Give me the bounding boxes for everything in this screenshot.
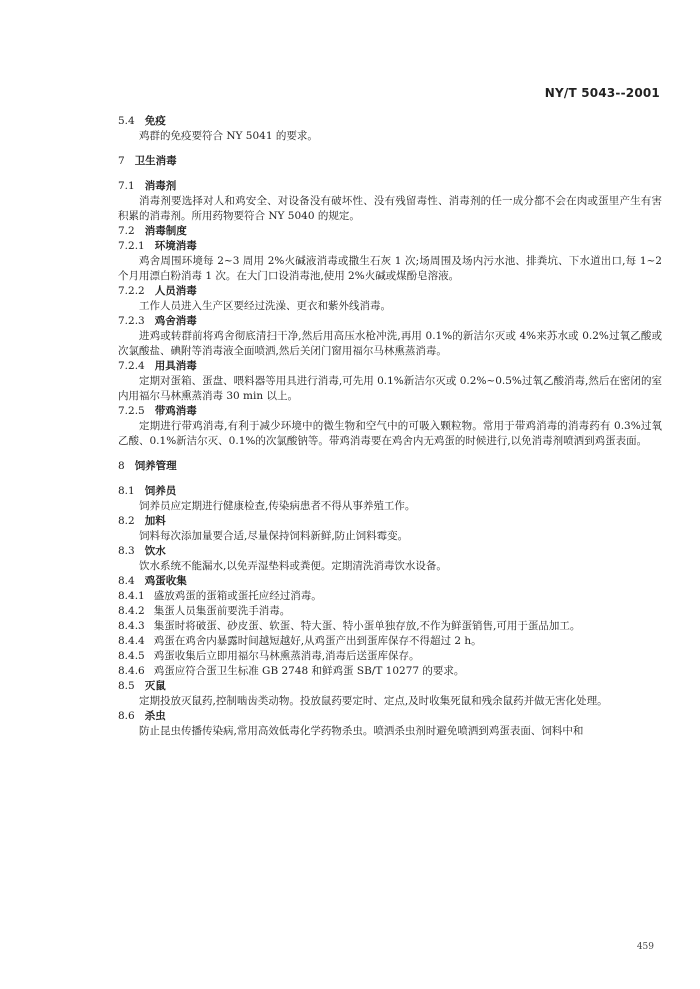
section-number: 7.1 (118, 180, 135, 192)
item-text: 鸡蛋收集后立即用福尔马林熏蒸消毒,消毒后送蛋库保存。 (153, 650, 420, 662)
section-number: 8.3 (118, 545, 135, 557)
item-number: 8.4.6 (118, 665, 145, 677)
section-number: 7 (118, 155, 125, 167)
list-item (118, 649, 662, 664)
section-title: 灭鼠 (144, 680, 166, 692)
section-heading (118, 679, 662, 694)
section-title: 杀虫 (144, 710, 166, 722)
list-item (118, 619, 662, 634)
list-item (118, 604, 662, 619)
section-heading (118, 114, 662, 129)
paragraph: 工作人员进入生产区要经过洗澡、更衣和紫外线消毒。 (139, 300, 391, 312)
section-heading (118, 284, 662, 299)
section-title: 消毒制度 (144, 225, 187, 237)
section-heading (118, 574, 662, 589)
paragraph: 进鸡或转群前将鸡舍彻底清扫干净,然后用高压水枪冲洗,再用 0.1%的新洁尔灭或 4%来苏水或 0.2%过氧乙酸或次氯酸盐、碘附等消毒液全面喷洒,然后关闭门窗用福尔马林熏蒸消毒。 (118, 330, 662, 357)
list-item (118, 664, 662, 679)
paragraph: 鸡舍周围环境每 2~3 周用 2%火碱液消毒或撒生石灰 1 次;场周围及场内污水池、排粪坑、下水道出口,每 1~2 个月用漂白粉消毒 1 次。在大门口设消毒池,使用 2%火碱或煤酚皂溶液。 (118, 255, 662, 282)
section-title: 免疫 (144, 115, 166, 127)
item-number: 8.4.5 (118, 650, 145, 662)
item-text: 盛放鸡蛋的蛋箱或蛋托应经过消毒。 (153, 590, 322, 602)
list-item (118, 589, 662, 604)
section-number: 8.1 (118, 485, 135, 497)
paragraph: 饮水系统不能漏水,以免弄湿垫料或粪便。定期清洗消毒饮水设备。 (139, 560, 447, 572)
paragraph: 定期投放灭鼠药,控制啮齿类动物。投放鼠药要定时、定点,及时收集死鼠和残余鼠药并做无害化处理。 (139, 695, 608, 707)
section-heading (118, 179, 662, 194)
item-text: 鸡蛋应符合蛋卫生标准 GB 2748 和鲜鸡蛋 SB/T 10277 的要求。 (153, 665, 465, 677)
section-heading (118, 514, 662, 529)
section-number: 7.2.2 (118, 285, 145, 297)
section-number: 7.2.3 (118, 315, 145, 327)
item-number: 8.4.1 (118, 590, 145, 602)
section-heading (118, 544, 662, 559)
section-title: 用具消毒 (154, 360, 197, 372)
section-heading (118, 484, 662, 499)
section-title: 带鸡消毒 (154, 405, 197, 417)
section-number: 5.4 (118, 115, 135, 127)
chapter-heading (118, 459, 662, 474)
section-title: 鸡舍消毒 (154, 315, 197, 327)
item-text: 集蛋时将破蛋、砂皮蛋、软蛋、特大蛋、特小蛋单独存放,不作为鲜蛋销售,可用于蛋品加工。 (153, 620, 581, 632)
paragraph: 定期对蛋箱、蛋盘、喂料器等用具进行消毒,可先用 0.1%新洁尔灭或 0.2%~0.5%过氧乙酸消毒,然后在密闭的室内用福尔马林熏蒸消毒 30 min 以上。 (118, 375, 662, 402)
section-number: 8 (118, 460, 125, 472)
section-number: 8.5 (118, 680, 135, 692)
section-number: 7.2.5 (118, 405, 145, 417)
section-title: 饲养管理 (134, 460, 177, 472)
item-number: 8.4.3 (118, 620, 145, 632)
section-number: 8.2 (118, 515, 135, 527)
item-number: 8.4.2 (118, 605, 145, 617)
chapter-heading (118, 154, 662, 169)
section-heading (118, 239, 662, 254)
section-number: 7.2 (118, 225, 135, 237)
section-heading (118, 359, 662, 374)
section-title: 环境消毒 (154, 240, 197, 252)
item-text: 集蛋人员集蛋前要洗手消毒。 (153, 605, 291, 617)
section-heading (118, 224, 662, 239)
section-heading (118, 709, 662, 724)
document-body (118, 114, 662, 739)
section-title: 鸡蛋收集 (144, 575, 187, 587)
paragraph: 饲料每次添加量要合适,尽量保持饲料新鲜,防止饲料霉变。 (139, 530, 409, 542)
paragraph: 防止昆虫传播传染病,常用高效低毒化学药物杀虫。喷洒杀虫剂时避免喷洒到鸡蛋表面、饲料中和 (139, 725, 584, 737)
section-title: 消毒剂 (144, 180, 177, 192)
section-number: 7.2.4 (118, 360, 145, 372)
item-number: 8.4.4 (118, 635, 145, 647)
section-title: 饲养员 (144, 485, 177, 497)
section-number: 7.2.1 (118, 240, 145, 252)
paragraph: 消毒剂要选择对人和鸡安全、对设备没有破坏性、没有残留毒性、消毒剂的任一成分都不会在肉或蛋里产生有害积累的消毒剂。所用药物要符合 NY 5040 的规定。 (118, 195, 662, 222)
section-title: 加料 (144, 515, 166, 527)
section-heading (118, 314, 662, 329)
section-title: 卫生消毒 (134, 155, 177, 167)
standard-code: NY/T 5043--2001 (544, 86, 660, 100)
section-number: 8.6 (118, 710, 135, 722)
page-number: 459 (636, 942, 654, 952)
paragraph: 定期进行带鸡消毒,有利于减少环境中的微生物和空气中的可吸入颗粒物。常用于带鸡消毒的消毒药有 0.3%过氧乙酸、0.1%新洁尔灭、0.1%的次氯酸钠等。带鸡消毒要在鸡舍内无鸡蛋的时候进行,以免消毒剂喷洒到鸡蛋表面。 (118, 420, 662, 447)
section-heading (118, 404, 662, 419)
list-item (118, 634, 662, 649)
paragraph: 饲养员应定期进行健康检查,传染病患者不得从事养殖工作。 (139, 500, 416, 512)
item-text: 鸡蛋在鸡舍内暴露时间越短越好,从鸡蛋产出到蛋库保存不得超过 2 h。 (153, 635, 482, 647)
section-title: 饮水 (144, 545, 166, 557)
section-number: 8.4 (118, 575, 135, 587)
paragraph: 鸡群的免疫要符合 NY 5041 的要求。 (139, 130, 318, 142)
section-title: 人员消毒 (154, 285, 197, 297)
